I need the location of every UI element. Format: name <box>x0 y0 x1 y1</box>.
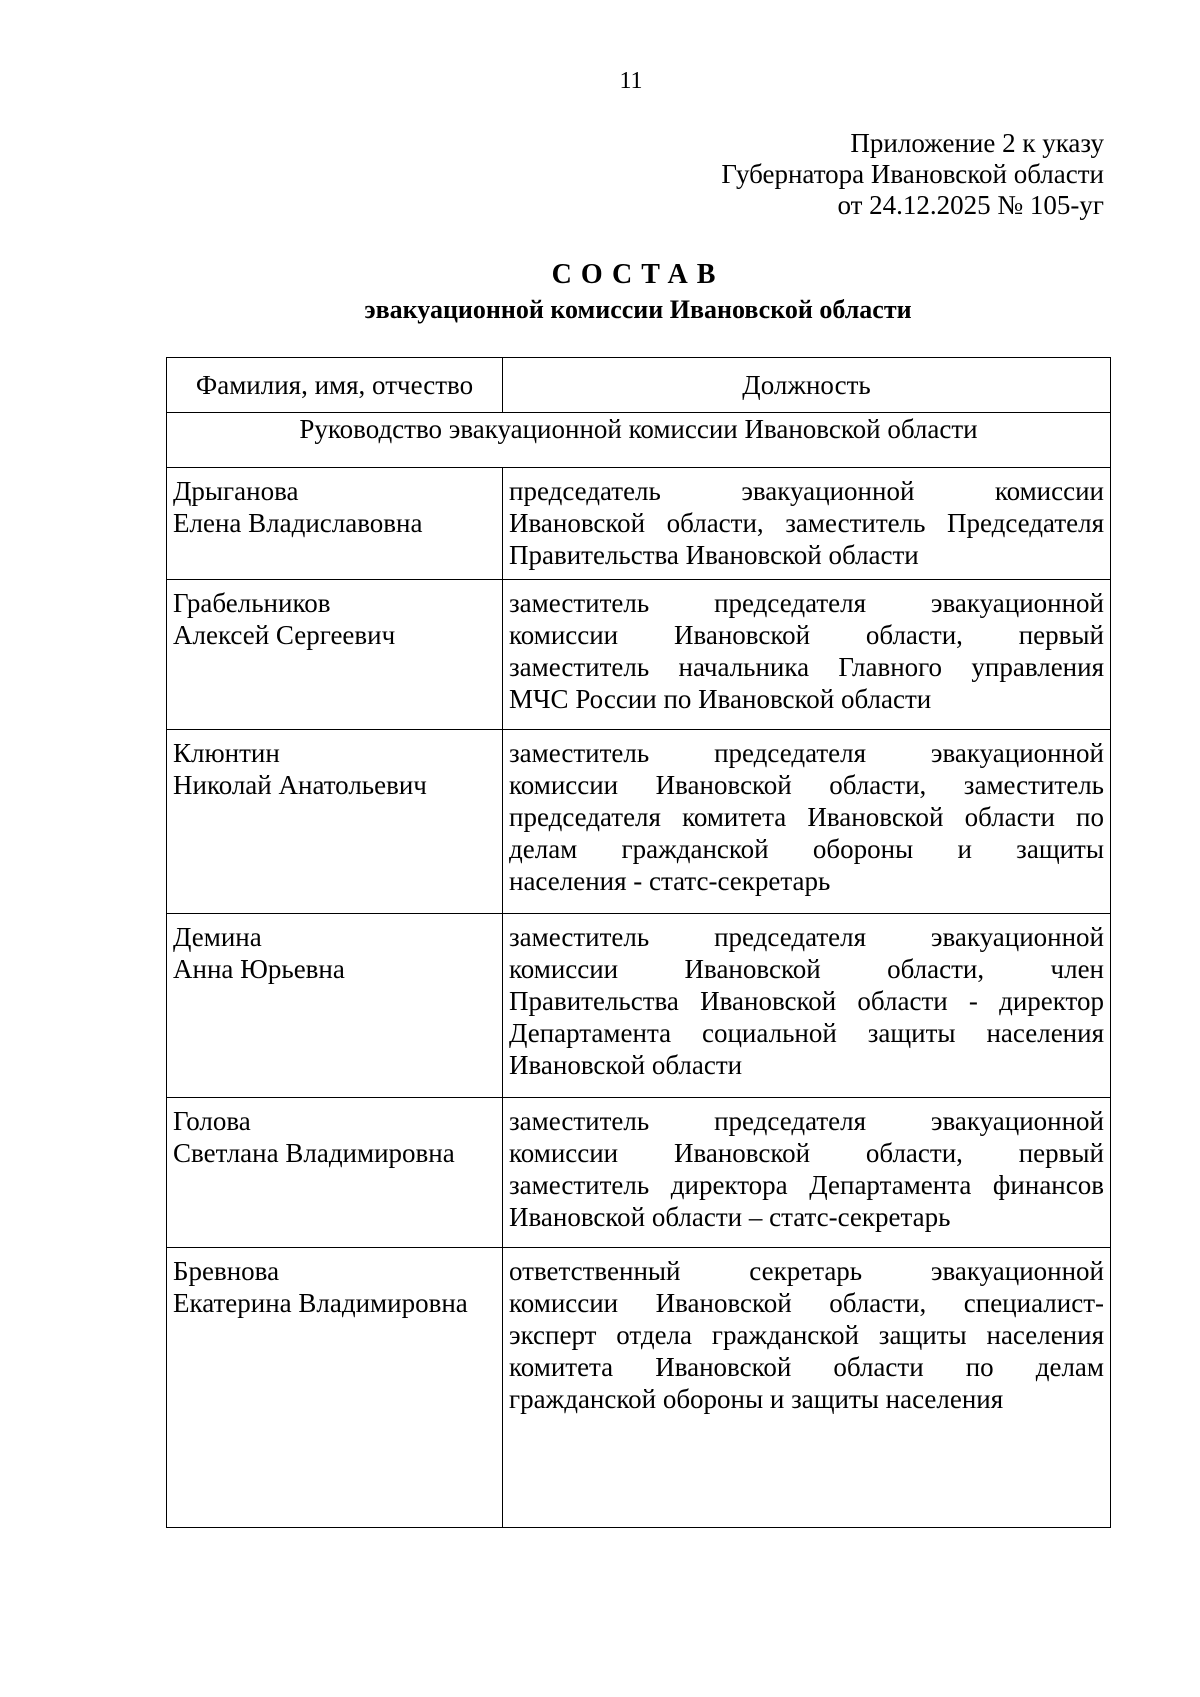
member-position <box>503 1098 1111 1248</box>
position-line: делам гражданской обороны и защиты <box>509 834 1104 864</box>
table-row <box>167 1098 1111 1248</box>
member-name <box>167 1248 503 1528</box>
member-given-names: Анна Юрьевна <box>173 954 345 984</box>
position-line: комитета Ивановской области по делам <box>509 1352 1104 1382</box>
member-given-names: Николай Анатольевич <box>173 770 427 800</box>
title-main: СОСТАВ <box>551 259 725 290</box>
table-row <box>167 730 1111 914</box>
member-given-names: Екатерина Владимировна <box>173 1288 468 1318</box>
position-line: комиссии Ивановской области, первый <box>509 620 1104 650</box>
position-line: заместитель начальника Главного управления <box>509 652 1104 682</box>
position-line: Ивановской области <box>509 1050 743 1080</box>
member-position <box>503 580 1111 730</box>
member-given-names: Алексей Сергеевич <box>173 620 396 650</box>
member-position <box>503 914 1111 1098</box>
position-line: комиссии Ивановской области, первый <box>509 1138 1104 1168</box>
position-line: Правительства Ивановской области <box>509 540 919 570</box>
position-line: эксперт отдела гражданской защиты населения <box>509 1320 1104 1350</box>
position-line: заместитель председателя эвакуационной <box>509 922 1104 952</box>
member-position <box>503 468 1111 580</box>
page-number: 11 <box>619 68 643 94</box>
member-surname: Голова <box>173 1106 251 1136</box>
position-line: Правительства Ивановской области - директор <box>509 986 1104 1016</box>
member-surname: Бревнова <box>173 1256 280 1286</box>
position-line: председателя комитета Ивановской области по <box>509 802 1104 832</box>
table-row <box>167 580 1111 730</box>
position-line: заместитель директора Департамента финансов <box>509 1170 1104 1200</box>
member-name <box>167 730 503 914</box>
title-subtitle: эвакуационной комиссии Ивановской области <box>364 295 912 324</box>
position-line: гражданской обороны и защиты населения <box>509 1384 1004 1414</box>
member-position <box>503 730 1111 914</box>
member-name <box>167 580 503 730</box>
table-header-row <box>167 358 1111 413</box>
position-line: заместитель председателя эвакуационной <box>509 1106 1104 1136</box>
position-line: комиссии Ивановской области, член <box>509 954 1104 984</box>
appendix-line-1: Приложение 2 к указу <box>850 128 1104 158</box>
position-line: населения - статс-секретарь <box>509 866 831 896</box>
member-position <box>503 1248 1111 1528</box>
position-line: председатель эвакуационной комиссии <box>509 476 1104 506</box>
appendix-reference <box>721 128 1104 221</box>
table-row <box>167 468 1111 580</box>
position-line: заместитель председателя эвакуационной <box>509 588 1104 618</box>
position-line: Департамента социальной защиты населения <box>509 1018 1104 1048</box>
header-position: Должность <box>503 358 1111 413</box>
appendix-line-3: от 24.12.2025 № 105-уг <box>837 190 1104 220</box>
document-title <box>166 258 1110 327</box>
member-surname: Грабельников <box>173 588 331 618</box>
header-name: Фамилия, имя, отчество <box>167 358 503 413</box>
position-line: комиссии Ивановской области, заместитель <box>509 770 1104 800</box>
member-surname: Дрыганова <box>173 476 299 506</box>
position-line: комиссии Ивановской области, специалист- <box>509 1288 1104 1318</box>
member-name <box>167 468 503 580</box>
section-title: Руководство эвакуационной комиссии Ивановской области <box>167 413 1111 468</box>
member-surname: Демина <box>173 922 262 952</box>
position-line: Ивановской области – статс-секретарь <box>509 1202 951 1232</box>
appendix-line-2: Губернатора Ивановской области <box>721 159 1104 189</box>
position-line: Ивановской области, заместитель Председателя <box>509 508 1104 538</box>
member-given-names: Елена Владиславовна <box>173 508 423 538</box>
commission-roster-table <box>166 357 1111 1528</box>
member-name <box>167 914 503 1098</box>
position-line: заместитель председателя эвакуационной <box>509 738 1104 768</box>
section-row <box>167 413 1111 468</box>
table-row <box>167 1248 1111 1528</box>
position-line: ответственный секретарь эвакуационной <box>509 1256 1104 1286</box>
member-name <box>167 1098 503 1248</box>
position-line: МЧС России по Ивановской области <box>509 684 932 714</box>
member-surname: Клюнтин <box>173 738 280 768</box>
table-row <box>167 914 1111 1098</box>
member-given-names: Светлана Владимировна <box>173 1138 455 1168</box>
